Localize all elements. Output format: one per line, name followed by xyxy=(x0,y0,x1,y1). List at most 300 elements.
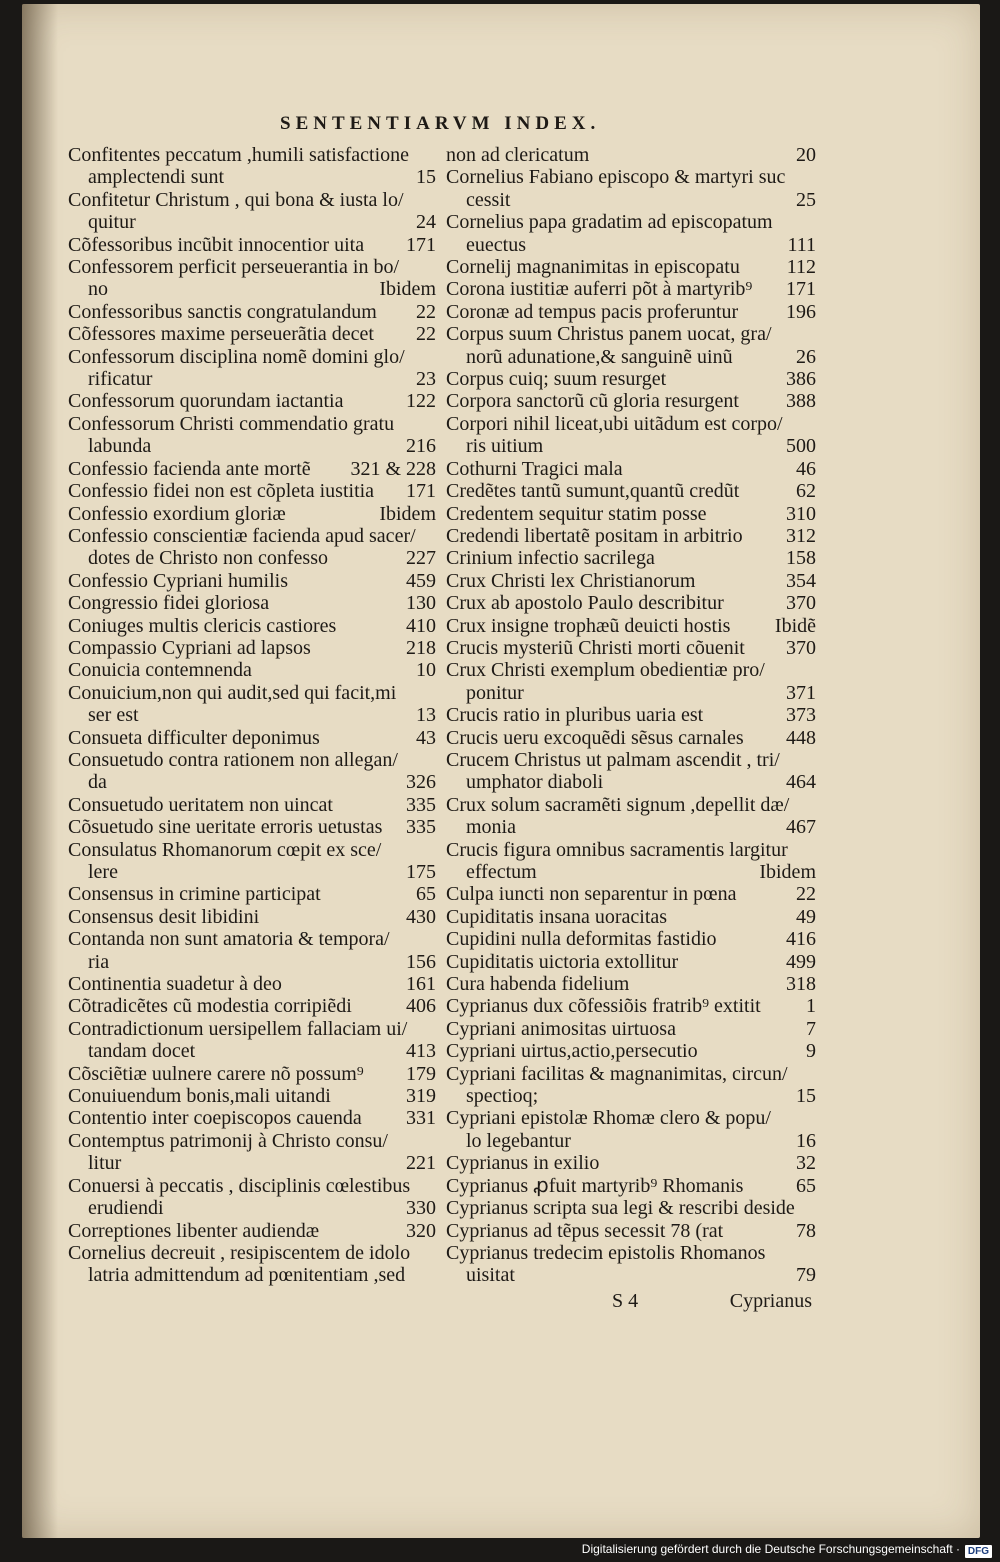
page-reference: 320 xyxy=(406,1219,436,1242)
page-reference: 500 xyxy=(786,435,816,458)
entry-text: Crux Christi exemplum obedientiæ pro/ xyxy=(446,659,765,682)
entry-text: Cõfessores maxime perseuerãtia decet xyxy=(68,323,374,346)
entry-text: Cupiditatis uictoria extollitur xyxy=(446,950,679,973)
page-reference: 331 xyxy=(406,1107,436,1130)
index-entry-line xyxy=(446,794,816,816)
page-reference: 459 xyxy=(406,569,436,592)
page-reference: 354 xyxy=(786,569,816,592)
entry-text: Cothurni Tragici mala xyxy=(446,457,623,480)
entry-text: Cupidini nulla deformitas fastidio xyxy=(446,928,717,951)
entry-text: rificatur xyxy=(88,368,153,391)
index-entry xyxy=(446,413,816,458)
index-entry-line xyxy=(446,234,816,256)
page-reference: 318 xyxy=(786,973,816,996)
entry-text: Confessorum quorundam iactantia xyxy=(68,390,344,413)
page-reference: 158 xyxy=(786,547,816,570)
page-reference: 22 xyxy=(796,883,816,906)
entry-text: Coniuges multis clericis castiores xyxy=(68,614,337,637)
index-entry-line xyxy=(68,1085,436,1107)
page-reference: 406 xyxy=(406,995,436,1018)
index-entry-line xyxy=(68,1175,436,1197)
index-entry-line xyxy=(446,973,816,995)
index-entry-line xyxy=(68,368,436,390)
entry-text: Cypriani uirtus,actio,persecutio xyxy=(446,1040,698,1063)
page-reference: 43 xyxy=(416,726,436,749)
page-reference: 112 xyxy=(786,256,816,279)
entry-text: Crux ab apostolo Paulo describitur xyxy=(446,592,724,615)
page-reference: 467 xyxy=(786,816,816,839)
entry-text: non ad clericatum xyxy=(446,144,590,166)
index-entry-line xyxy=(446,503,816,525)
entry-text: Cyprianus ad tẽpus secessit 78 (rat xyxy=(446,1219,724,1242)
page-reference: 15 xyxy=(416,166,436,189)
page-reference: Ibidem xyxy=(379,278,436,301)
index-entry-line xyxy=(446,301,816,323)
entry-text: Cupiditatis insana uoracitas xyxy=(446,905,668,928)
index-entry-line xyxy=(446,704,816,726)
page-reference: 22 xyxy=(416,300,436,323)
index-entry-line xyxy=(446,390,816,412)
page-reference: 20 xyxy=(796,144,816,166)
index-entry-line xyxy=(68,1152,436,1174)
index-entry-line xyxy=(446,906,816,928)
page-reference: 23 xyxy=(416,368,436,391)
page-reference: 130 xyxy=(406,592,436,615)
index-entry-line xyxy=(446,659,816,681)
entry-text: Cõtradicẽtes cũ modestia corripiẽdi xyxy=(68,995,352,1018)
entry-text: monia xyxy=(466,816,516,839)
page-reference: 410 xyxy=(406,614,436,637)
index-entry-line xyxy=(68,435,436,457)
index-entry-line xyxy=(68,189,436,211)
index-entry-line xyxy=(68,615,436,637)
page-reference: 25 xyxy=(796,188,816,211)
index-entry xyxy=(446,211,816,256)
index-entry xyxy=(68,637,436,659)
index-entry xyxy=(68,682,436,727)
index-entry xyxy=(68,1018,436,1063)
entry-text: Consuetudo contra rationem non allegan/ xyxy=(68,748,398,771)
entry-text: Cypriani facilitas & magnanimitas, circun/ xyxy=(446,1062,788,1085)
index-entry xyxy=(68,816,436,838)
entry-text: Culpa iuncti non separentur in pœna xyxy=(446,883,737,906)
index-entry-line xyxy=(68,413,436,435)
index-entry-line xyxy=(446,435,816,457)
entry-text: Coronæ ad tempus pacis proferuntur xyxy=(446,300,739,323)
page-reference: 227 xyxy=(406,547,436,570)
index-entry xyxy=(68,1107,436,1129)
index-entry-line xyxy=(446,883,816,905)
index-entry xyxy=(446,1242,816,1287)
index-entry xyxy=(68,390,436,412)
index-entry-line xyxy=(446,211,816,233)
page-reference: 13 xyxy=(416,704,436,727)
page-reference: 24 xyxy=(416,211,436,234)
index-entry-line xyxy=(446,928,816,950)
entry-text: Crucis ratio in pluribus uaria est xyxy=(446,704,704,727)
index-entry-line xyxy=(68,503,436,525)
entry-text: Conuiuendum bonis,mali uitandi xyxy=(68,1085,331,1108)
running-head: SENTENTIARVM INDEX. xyxy=(280,113,601,134)
entry-text: Contanda non sunt amatoria & tempora/ xyxy=(68,928,390,951)
page-reference: 46 xyxy=(796,457,816,480)
index-entry xyxy=(446,570,816,592)
entry-text: Crux solum sacramẽti signum ,depellit dæ/ xyxy=(446,793,790,816)
index-entry xyxy=(446,480,816,502)
entry-text: Cõsciẽtiæ uulnere carere nõ possum⁹ xyxy=(68,1062,364,1085)
page-reference: 26 xyxy=(796,345,816,368)
index-entry xyxy=(68,301,436,323)
index-entry xyxy=(68,570,436,592)
index-entry-line xyxy=(68,547,436,569)
entry-text: da xyxy=(88,771,107,794)
entry-text: Cyprianus dux cõfessiõis fratrib⁹ extitit xyxy=(446,995,761,1018)
index-entry-line xyxy=(446,749,816,771)
index-entry xyxy=(68,234,436,256)
index-entry-line xyxy=(68,883,436,905)
page-reference: 156 xyxy=(406,950,436,973)
index-entry-line xyxy=(446,1152,816,1174)
entry-text: Cura habenda fidelium xyxy=(446,973,630,996)
page-reference: 310 xyxy=(786,502,816,525)
entry-text: Confessorum disciplina nomẽ domini glo/ xyxy=(68,345,405,368)
index-entry-line xyxy=(446,861,816,883)
entry-text: umphator diaboli xyxy=(466,771,604,794)
page-reference: 65 xyxy=(796,1174,816,1197)
index-entry xyxy=(446,906,816,928)
index-entry-line xyxy=(68,390,436,412)
entry-text: amplectendi sunt xyxy=(88,166,225,189)
index-entry-line xyxy=(68,794,436,816)
entry-text: cessit xyxy=(466,188,511,211)
page-reference: 330 xyxy=(406,1197,436,1220)
page-reference: 499 xyxy=(786,950,816,973)
page-reference: 1 xyxy=(806,995,816,1018)
index-entry-line xyxy=(68,323,436,345)
entry-text: Crucem Christus ut palmam ascendit , tri/ xyxy=(446,748,780,771)
entry-text: quitur xyxy=(88,211,136,234)
index-entry xyxy=(446,368,816,390)
index-entry xyxy=(446,973,816,995)
index-entry xyxy=(68,525,436,570)
entry-text: Confessio facienda ante mortẽ xyxy=(68,457,311,480)
entry-text: Cõfessoribus incũbit innocentior uita xyxy=(68,233,365,256)
page-reference: 386 xyxy=(786,368,816,391)
page-reference: 9 xyxy=(806,1040,816,1063)
entry-text: Crux insigne trophæũ deuicti hostis xyxy=(446,614,731,637)
index-entry-line xyxy=(446,480,816,502)
index-entry xyxy=(446,301,816,323)
entry-text: Consuetudo ueritatem non uincat xyxy=(68,793,333,816)
entry-text: Conuicia contemnenda xyxy=(68,659,252,682)
index-entry xyxy=(446,951,816,973)
index-entry xyxy=(446,1197,816,1219)
index-entry xyxy=(446,1040,816,1062)
index-entry-line xyxy=(68,704,436,726)
entry-text: Crucis ueru excoquẽdi sẽsus carnales xyxy=(446,726,744,749)
index-entry xyxy=(68,1063,436,1085)
entry-text: no xyxy=(88,278,108,301)
index-entry-line xyxy=(446,570,816,592)
entry-text: ponitur xyxy=(466,681,524,704)
index-entry-line xyxy=(446,166,816,188)
page-reference: 78 xyxy=(796,1219,816,1242)
footer-credit: Digitalisierung gefördert durch die Deutsche Forschungsgemeinschaft · xyxy=(581,1542,960,1556)
entry-text: Consensus desit libidini xyxy=(68,905,260,928)
page-reference: 15 xyxy=(796,1085,816,1108)
index-entry-line xyxy=(446,1197,816,1219)
page-reference: 218 xyxy=(406,636,436,659)
index-entry xyxy=(446,525,816,547)
index-entry-line xyxy=(68,951,436,973)
entry-text: Credentem sequitur statim posse xyxy=(446,502,707,525)
entry-text: Corpora sanctorũ cũ gloria resurgent xyxy=(446,390,739,413)
index-entry xyxy=(446,1175,816,1197)
index-entry-line xyxy=(68,1018,436,1040)
entry-text: Confitetur Christum , qui bona & iusta lo/ xyxy=(68,188,404,211)
index-entry xyxy=(68,883,436,905)
index-entry-line xyxy=(68,861,436,883)
signature-mark: S 4 xyxy=(612,1290,639,1312)
index-entry-line xyxy=(446,547,816,569)
index-entry-line xyxy=(68,1107,436,1129)
index-entry xyxy=(68,1085,436,1107)
index-entry-line xyxy=(68,301,436,323)
entry-text: Cypriani epistolæ Rhomæ clero & popu/ xyxy=(446,1107,771,1130)
index-entry xyxy=(446,458,816,480)
index-entry xyxy=(446,1018,816,1040)
index-entry-line xyxy=(446,771,816,793)
entry-text: Confessorem perficit perseuerantia in bo/ xyxy=(68,256,399,279)
entry-text: Crucis figura omnibus sacramentis largitur xyxy=(446,838,788,861)
entry-text: Confessio Cypriani humilis xyxy=(68,569,288,592)
index-entry-line xyxy=(446,1264,816,1286)
catchword-line xyxy=(612,1290,812,1313)
index-entry-line xyxy=(68,816,436,838)
index-entry-line xyxy=(446,615,816,637)
index-entry-line xyxy=(446,458,816,480)
index-entry-line xyxy=(446,323,816,345)
page-reference: 430 xyxy=(406,905,436,928)
entry-text: Crucis mysteriũ Christi morti cõuenit xyxy=(446,636,745,659)
entry-text: Conuicium,non qui audit,sed qui facit,mi xyxy=(68,681,397,704)
page-reference: 62 xyxy=(796,480,816,503)
index-entry-line xyxy=(68,570,436,592)
index-entry-line xyxy=(68,973,436,995)
index-entry-line xyxy=(68,928,436,950)
page-reference: 216 xyxy=(406,435,436,458)
index-entry-line xyxy=(68,1063,436,1085)
page-reference: 179 xyxy=(406,1062,436,1085)
index-entry xyxy=(68,592,436,614)
index-entry-line xyxy=(68,1130,436,1152)
index-entry xyxy=(68,189,436,234)
page-reference: 416 xyxy=(786,928,816,951)
index-entry-line xyxy=(68,637,436,659)
index-entry xyxy=(446,1063,816,1108)
entry-text: lo legebantur xyxy=(466,1129,571,1152)
page-reference: Ibidem xyxy=(379,502,436,525)
index-entry xyxy=(446,390,816,412)
index-entry-line xyxy=(446,592,816,614)
index-entry xyxy=(68,995,436,1017)
entry-text: Corpori nihil liceat,ubi uitãdum est corpo/ xyxy=(446,412,783,435)
entry-text: Contentio inter coepiscopos cauenda xyxy=(68,1107,362,1130)
index-entry xyxy=(446,615,816,637)
index-entry-line xyxy=(68,144,436,166)
index-entry-line xyxy=(446,368,816,390)
footer-bar xyxy=(0,1538,1000,1562)
page-reference: 171 xyxy=(406,233,436,256)
dfg-logo: DFG xyxy=(965,1545,992,1558)
entry-text: Cornelius decreuit , resipiscentem de idolo xyxy=(68,1241,411,1264)
index-entry-line xyxy=(446,682,816,704)
entry-text: effectum xyxy=(466,861,537,883)
index-entry xyxy=(446,749,816,794)
entry-text: Confessio exordium gloriæ xyxy=(68,502,286,525)
index-entry-line xyxy=(446,278,816,300)
index-entry xyxy=(68,839,436,884)
entry-text: Contradictionum uersipellem fallaciam ui/ xyxy=(68,1017,408,1040)
entry-text: Correptiones libenter audiendæ xyxy=(68,1219,320,1242)
index-entry xyxy=(446,547,816,569)
index-entry-line xyxy=(446,1242,816,1264)
index-entry-line xyxy=(68,995,436,1017)
index-entry xyxy=(446,1107,816,1152)
entry-text: Credendi libertatẽ positam in arbitrio xyxy=(446,524,743,547)
index-entry-line xyxy=(68,278,436,300)
page-reference: 312 xyxy=(786,524,816,547)
index-entry xyxy=(446,503,816,525)
index-entry-line xyxy=(68,234,436,256)
index-entry-line xyxy=(446,1085,816,1107)
entry-text: ris uitium xyxy=(466,435,544,458)
page-reference: 371 xyxy=(786,681,816,704)
index-entry xyxy=(68,727,436,749)
index-entry-line xyxy=(68,906,436,928)
index-entry-line xyxy=(68,458,436,480)
entry-text: erudiendi xyxy=(88,1197,164,1220)
index-entry-line xyxy=(68,659,436,681)
entry-text: Cornelius Fabiano episcopo & martyri suc xyxy=(446,166,786,189)
page-reference: 370 xyxy=(786,592,816,615)
entry-text: Corpus cuiq; suum resurget xyxy=(446,368,667,391)
index-column-left xyxy=(68,144,436,1287)
index-entry-line xyxy=(68,1264,436,1286)
entry-text: Contemptus patrimonij à Christo consu/ xyxy=(68,1129,388,1152)
entry-text: norũ adunatione,& sanguinẽ uinũ xyxy=(466,345,733,368)
index-entry-line xyxy=(68,480,436,502)
index-entry xyxy=(68,503,436,525)
entry-text: Cõsuetudo sine ueritate erroris uetustas xyxy=(68,816,383,839)
index-entry xyxy=(446,592,816,614)
index-entry-line xyxy=(446,525,816,547)
entry-text: Crinium infectio sacrilega xyxy=(446,547,655,570)
index-entry-line xyxy=(68,839,436,861)
index-entry-line xyxy=(68,211,436,233)
page-reference: 370 xyxy=(786,636,816,659)
page-reference: Ibidem xyxy=(759,861,816,883)
page-reference: 122 xyxy=(406,390,436,413)
index-entry xyxy=(68,256,436,301)
catchword: Cyprianus xyxy=(729,1290,812,1312)
index-entry-line xyxy=(446,1220,816,1242)
entry-text: Crux Christi lex Christianorum xyxy=(446,569,696,592)
page-reference: 335 xyxy=(406,793,436,816)
entry-text: Confitentes peccatum ,humili satisfactione xyxy=(68,144,410,166)
index-entry-line xyxy=(68,592,436,614)
index-entry xyxy=(446,1152,816,1174)
index-entry-line xyxy=(446,1107,816,1129)
index-entry-line xyxy=(446,995,816,1017)
index-entry xyxy=(68,928,436,973)
spine-shadow xyxy=(22,4,58,1538)
index-entry xyxy=(446,839,816,884)
index-entry-line xyxy=(446,346,816,368)
index-column-right xyxy=(446,144,816,1287)
entry-text: uisitat xyxy=(466,1264,515,1287)
index-entry-line xyxy=(68,346,436,368)
index-entry-line xyxy=(68,682,436,704)
page-reference: 464 xyxy=(786,771,816,794)
index-entry-line xyxy=(68,256,436,278)
entry-text: Confessorum Christi commendatio gratu xyxy=(68,412,395,435)
entry-text: litur xyxy=(88,1152,122,1175)
index-entry xyxy=(446,144,816,166)
page-reference: 171 xyxy=(786,278,816,301)
index-entry-line xyxy=(446,413,816,435)
index-entry xyxy=(68,615,436,637)
entry-text: Cyprianus tredecim epistolis Rhomanos xyxy=(446,1241,766,1264)
index-entry-line xyxy=(68,771,436,793)
entry-text: Confessoribus sanctis congratulandum xyxy=(68,300,377,323)
page-reference: 335 xyxy=(406,816,436,839)
entry-text: Cornelij magnanimitas in episcopatu xyxy=(446,256,740,279)
index-entry-line xyxy=(446,1063,816,1085)
entry-text: Cypriani animositas uirtuosa xyxy=(446,1017,676,1040)
index-entry xyxy=(446,883,816,905)
index-entry-line xyxy=(446,1040,816,1062)
index-entry-line xyxy=(68,1197,436,1219)
index-entry-line xyxy=(68,1040,436,1062)
page-reference: 16 xyxy=(796,1129,816,1152)
page-reference: 413 xyxy=(406,1040,436,1063)
page-reference: 326 xyxy=(406,771,436,794)
index-entry-line xyxy=(68,727,436,749)
entry-text: Corpus suum Christus panem uocat, gra/ xyxy=(446,323,772,346)
index-entry xyxy=(68,1175,436,1220)
entry-text: Consensus in crimine participat xyxy=(68,883,321,906)
index-entry-line xyxy=(446,1130,816,1152)
entry-text: Congressio fidei gloriosa xyxy=(68,592,270,615)
index-entry xyxy=(68,323,436,345)
page-reference: 22 xyxy=(416,323,436,346)
page-reference: 175 xyxy=(406,861,436,883)
index-entry xyxy=(68,906,436,928)
page-reference: 10 xyxy=(416,659,436,682)
entry-text: Confessio fidei non est cõpleta iustitia xyxy=(68,480,375,503)
entry-text: lere xyxy=(88,861,118,883)
index-entry xyxy=(68,973,436,995)
index-entry-line xyxy=(446,256,816,278)
page-reference: 171 xyxy=(406,480,436,503)
index-entry xyxy=(446,659,816,704)
page-reference: 7 xyxy=(806,1017,816,1040)
index-entry-line xyxy=(446,1018,816,1040)
index-entry xyxy=(68,1242,436,1287)
page-reference: 65 xyxy=(416,883,436,906)
index-entry-line xyxy=(446,189,816,211)
